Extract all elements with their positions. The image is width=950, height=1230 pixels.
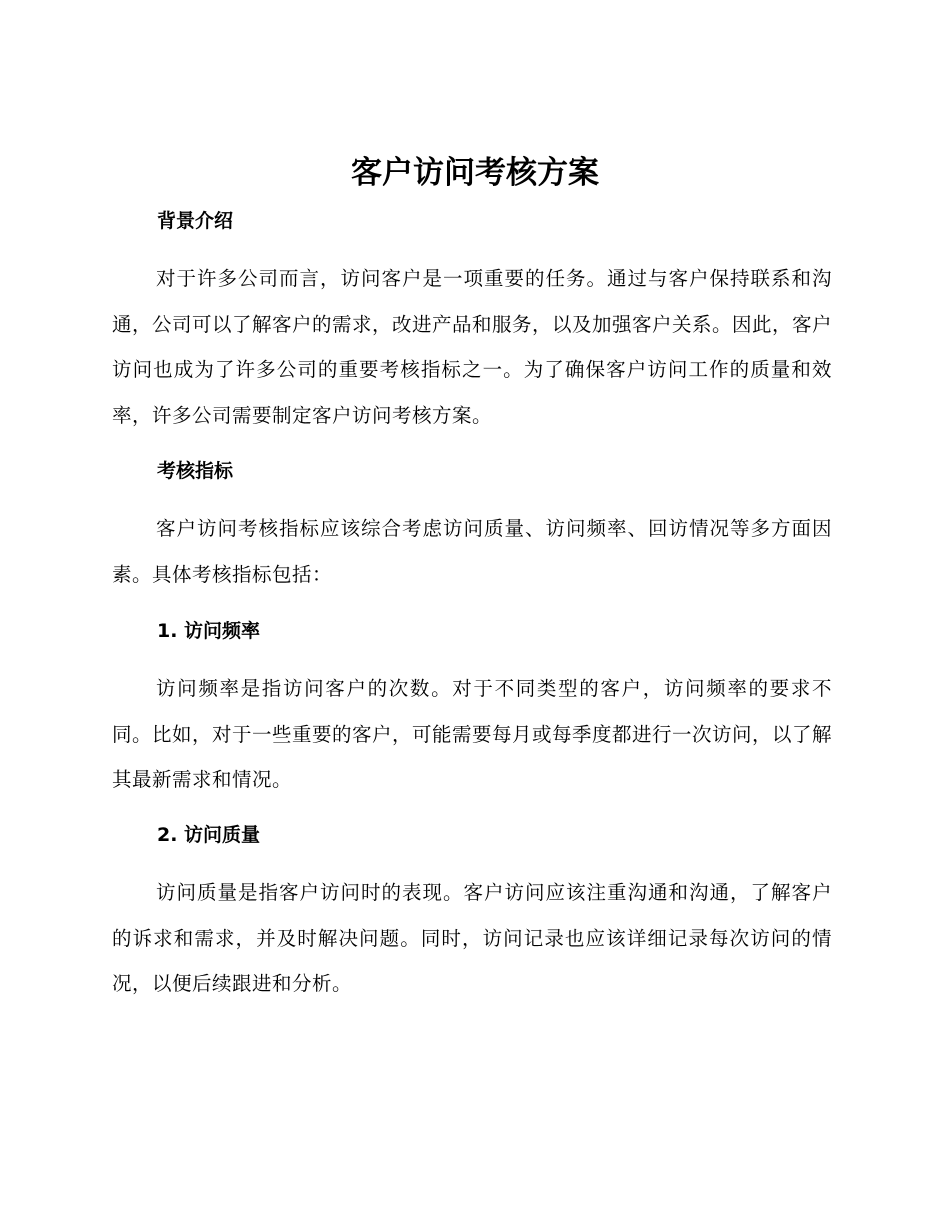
section-paragraph-background: 对于许多公司而言，访问客户是一项重要的任务。通过与客户保持联系和沟通，公司可以了解客户的需求，改进产品和服务，以及加强客户关系。因此，客户访问也成为了许多公司的重要考核指标之一。为了确保客户访问工作的质量和效率，许多公司需要制定客户访问考核方案。	[112, 267, 833, 427]
section-paragraph-frequency: 访问频率是指访问客户的次数。对于不同类型的客户，访问频率的要求不同。比如，对于一些重要的客户，可能需要每月或每季度都进行一次访问，以了解其最新需求和情况。	[112, 677, 833, 791]
section-paragraph-metrics: 客户访问考核指标应该综合考虑访问质量、访问频率、回访情况等多方面因素。具体考核指标包括：	[112, 517, 832, 586]
section-heading-background: 背景介绍	[157, 210, 234, 232]
document-title: 客户访问考核方案	[351, 155, 599, 191]
section-heading-frequency: 1. 访问频率	[157, 620, 261, 642]
section-heading-metrics: 考核指标	[157, 460, 234, 482]
section-heading-quality: 2. 访问质量	[157, 824, 261, 846]
section-paragraph-quality: 访问质量是指客户访问时的表现。客户访问应该注重沟通和沟通，了解客户的诉求和需求，并及时解决问题。同时，访问记录也应该详细记录每次访问的情况，以便后续跟进和分析。	[112, 881, 832, 995]
